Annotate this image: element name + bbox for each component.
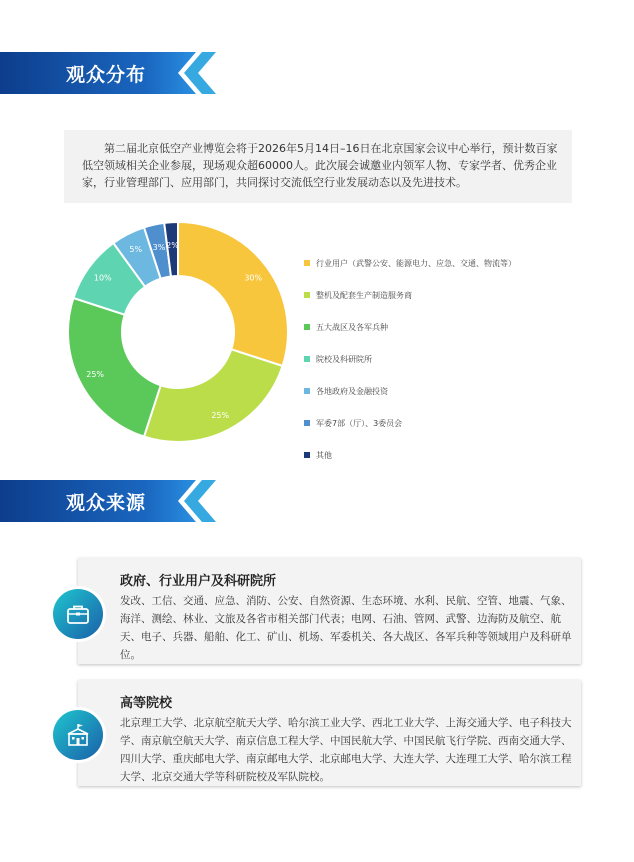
donut-slice-2	[68, 298, 161, 437]
card-body: 发改、工信、交通、应急、消防、公安、自然资源、生态环境、水利、民航、空管、地震、气象、海洋、测绘、林业、文旅及各省市相关部门代表；电网、石油、管网、武警、边海防及航空、航天、电子、兵器、船舶、化工、矿山、机场、军委机关、各大战区、各军兵种等领域用户及科研单位。	[120, 595, 572, 661]
legend-swatch	[304, 356, 310, 362]
donut-slice-label-0: 30%	[244, 273, 263, 283]
section-title: 观众分布	[66, 64, 147, 86]
audience-card-government	[78, 558, 581, 664]
donut-slice-label-3: 10%	[93, 273, 112, 283]
legend-label: 其他	[316, 450, 332, 460]
section-banner-audience-source	[0, 480, 220, 522]
intro-box	[64, 130, 572, 203]
legend-swatch	[304, 388, 310, 394]
legend-label: 行业用户（武警公安、能源电力、应急、交通、物流等）	[316, 258, 516, 268]
legend-swatch	[304, 324, 310, 330]
card-body: 北京理工大学、北京航空航天大学、哈尔滨工业大学、西北工业大学、上海交通大学、电子科技大学、南京航空航天大学、南京信息工程大学、中国民航大学、中国民航飞行学院、西南交通大学、四川大学、重庆邮电大学、南京邮电大学、北京邮电大学、大连大学、大连理工大学、哈尔滨工程大学、北京交通大学等科研院校及军队院校。	[120, 717, 572, 783]
legend-label: 各地政府及金融投资	[316, 386, 388, 396]
intro-text: 第二届北京低空产业博览会将于2026年5月14日–16日在北京国家会议中心举行，预计数百家低空领域相关企业参展，现场观众超60000人。此次展会诚邀业内领军人物、专家学者、优秀企业家，行业管理部门、应用部门，共同探讨交流低空行业发展动态以及先进技术。	[82, 142, 558, 189]
legend-item	[304, 319, 604, 335]
donut-slice-1	[144, 349, 283, 442]
donut-slice-label-5: 3%	[152, 243, 166, 253]
legend-item	[304, 287, 604, 303]
donut-slice-label-1: 25%	[211, 410, 230, 420]
legend-item	[304, 447, 604, 463]
legend-item	[304, 415, 604, 431]
donut-slice-label-2: 25%	[86, 370, 105, 380]
legend-item	[304, 351, 604, 367]
briefcase-icon	[53, 589, 103, 639]
legend-item	[304, 383, 604, 399]
legend-swatch	[304, 260, 310, 266]
chart-legend	[304, 255, 604, 479]
legend-swatch	[304, 452, 310, 458]
card-title: 政府、行业用户及科研院所	[120, 574, 277, 589]
school-building-icon	[53, 710, 103, 760]
legend-label: 整机及配套生产制造服务商	[316, 290, 412, 300]
donut-slice-label-4: 5%	[129, 245, 143, 255]
legend-label: 军委7部（厅）、3委员会	[316, 418, 403, 428]
legend-item	[304, 255, 604, 271]
audience-card-universities	[78, 680, 581, 786]
legend-swatch	[304, 292, 310, 298]
section-banner-audience-distribution	[0, 52, 220, 94]
card-title: 高等院校	[120, 696, 173, 711]
audience-donut-chart	[62, 216, 294, 448]
donut-slice-label-6: 2%	[166, 241, 179, 251]
legend-swatch	[304, 420, 310, 426]
donut-slice-0	[178, 222, 288, 366]
legend-label: 院校及科研院所	[316, 354, 372, 364]
legend-label: 五大战区及各军兵种	[316, 322, 388, 332]
section-title: 观众来源	[66, 492, 147, 514]
